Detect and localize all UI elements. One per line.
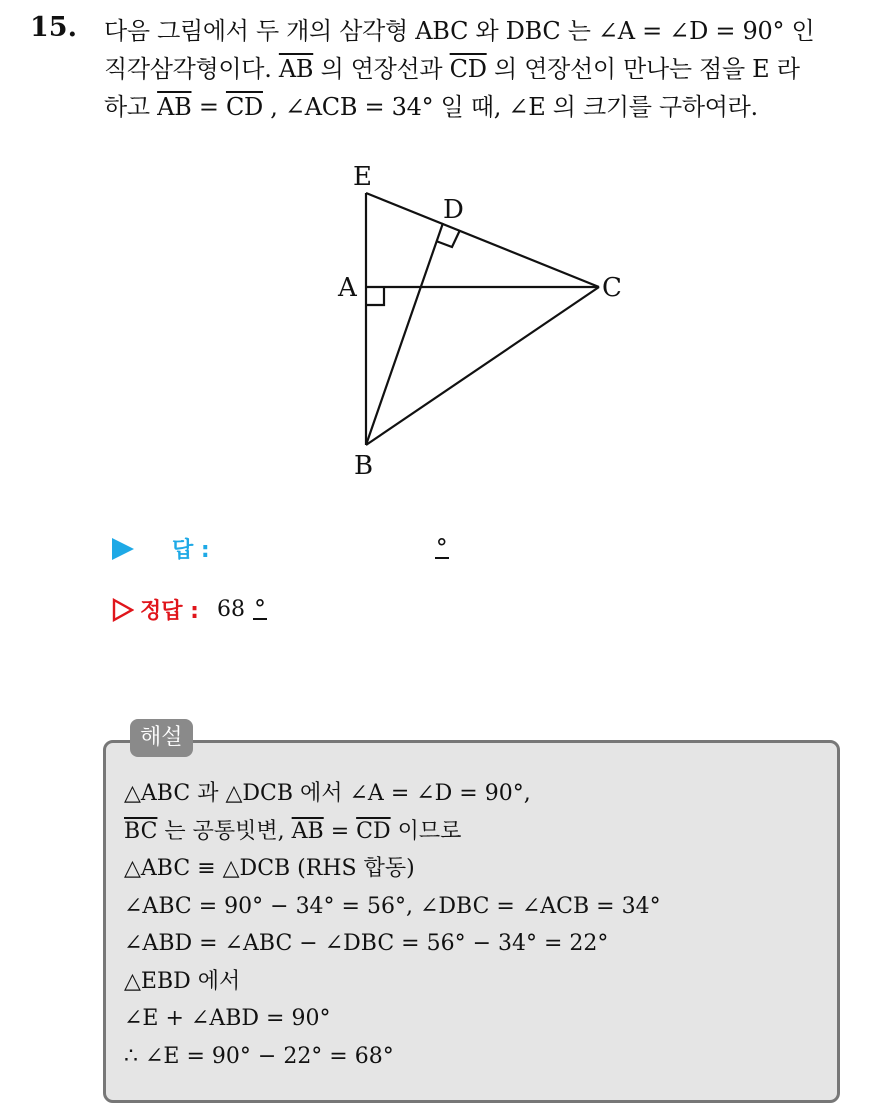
answer-input[interactable] xyxy=(210,535,435,563)
segment-ab: $\overline{AB}$ xyxy=(157,93,192,121)
label-c: C xyxy=(602,273,622,303)
answer-unit: ° xyxy=(435,533,448,562)
solution-line: $\overline{BC}$ 는 공통빗변, $\overline{AB} = \overline{CD}$ 이므로 xyxy=(124,818,462,844)
solution-text xyxy=(124,775,661,1075)
label-e: E xyxy=(353,162,372,192)
right-angle-mark-a xyxy=(366,287,384,305)
question-number: 15. xyxy=(30,12,77,43)
question-line-3: 하고 $\overline{AB} = \overline{CD}$ , ∠ACB = 34° 일 때, ∠E 의 크기를 구하여라. xyxy=(104,93,758,121)
solution-line: ∴ ∠E = 90° − 22° = 68° xyxy=(124,1043,394,1069)
question-text xyxy=(104,12,874,126)
solution-line: ∠ABD = ∠ABC − ∠DBC = 56° − 34° = 22° xyxy=(124,931,609,956)
solution-line: ∠ABC = 90° − 34° = 56°, ∠DBC = ∠ACB = 34° xyxy=(124,893,661,919)
outline-triangle-icon xyxy=(112,598,134,622)
segment-cd: $\overline{CD}$ xyxy=(356,818,391,844)
solution-line: ∠E + ∠ABD = 90° xyxy=(124,1006,331,1031)
answer-row xyxy=(112,533,449,564)
correct-answer-label: 정답 : xyxy=(140,599,199,624)
segment-cd: $\overline{CD}$ xyxy=(225,93,263,121)
solution-line: △EBD 에서 xyxy=(124,968,241,994)
solution-line: △ABC ≡ △DCB (RHS 합동) xyxy=(124,856,415,881)
triangle-figure xyxy=(320,155,640,485)
question-line-2: 직각삼각형이다. $\overline{AB}$ 의 연장선과 $\overline{CD}$ 의 연장선이 만나는 점을 E 라 xyxy=(104,55,800,83)
label-b: B xyxy=(354,451,374,481)
correct-answer-row xyxy=(112,594,267,625)
segment-bd xyxy=(366,223,443,445)
segment-ab: $\overline{AB}$ xyxy=(291,818,324,844)
solution-tab: 해설 xyxy=(130,719,193,757)
label-a: A xyxy=(338,273,357,303)
segment-bc: $\overline{BC}$ xyxy=(124,818,158,844)
question-line-1: 다음 그림에서 두 개의 삼각형 ABC 와 DBC 는 ∠A = ∠D = 90° 인 xyxy=(104,17,815,45)
play-triangle-icon xyxy=(112,538,134,560)
segment-ab: $\overline{AB}$ xyxy=(278,55,314,83)
correct-answer-value: 68 xyxy=(216,597,245,622)
label-d: D xyxy=(443,195,464,225)
solution-line: △ABC 과 △DCB 에서 ∠A = ∠D = 90°, xyxy=(124,781,531,806)
segment-ec xyxy=(366,193,599,287)
answer-label: 답 : xyxy=(172,538,210,563)
segment-bc xyxy=(366,287,599,445)
correct-answer-unit: ° xyxy=(253,594,266,623)
segment-cd: $\overline{CD}$ xyxy=(449,55,487,83)
